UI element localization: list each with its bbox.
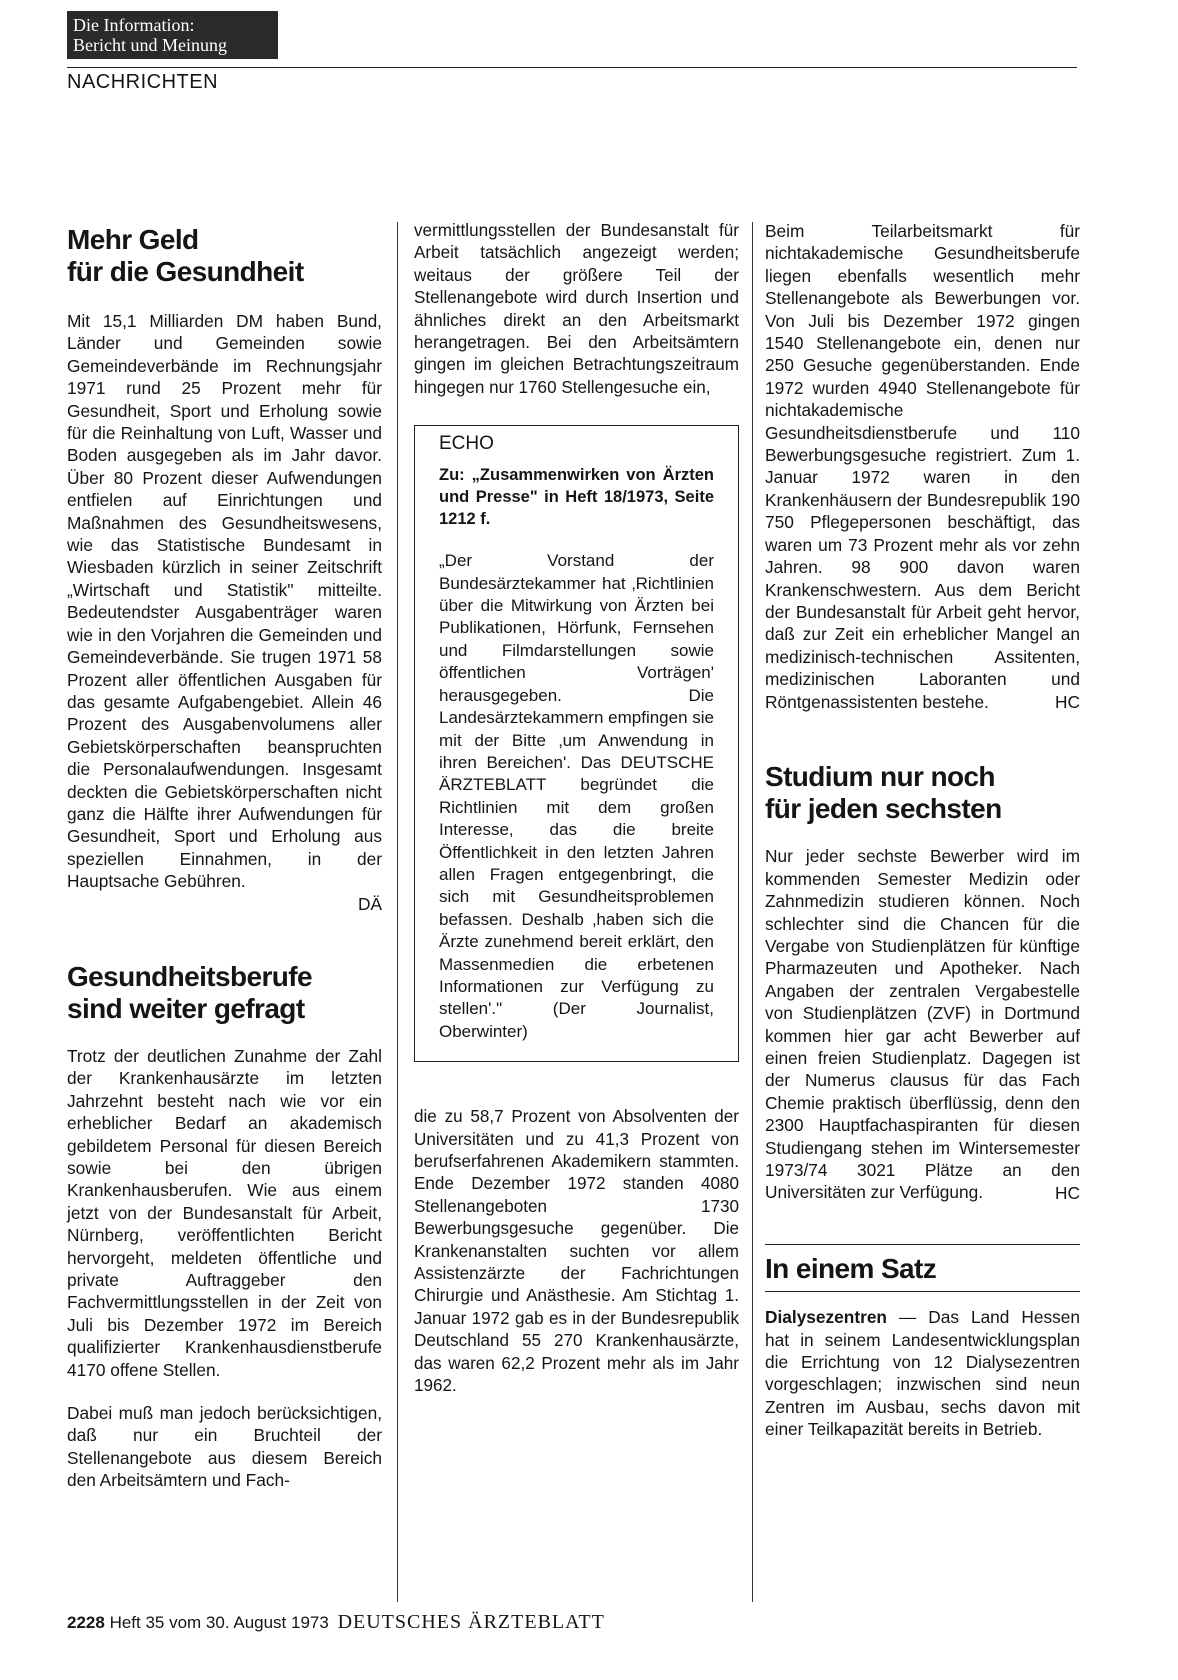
article-body [67, 1402, 382, 1492]
column-2 [414, 220, 739, 1397]
issue-info: Heft 35 vom 30. August 1973 [109, 1613, 329, 1632]
column-divider-2 [752, 222, 753, 1602]
article-body [67, 1045, 382, 1381]
article-body [414, 220, 739, 399]
headline-line: Mehr Geld [67, 224, 199, 255]
article-body [414, 1106, 739, 1397]
headline-line: für die Gesundheit [67, 256, 304, 287]
rubric-line-1: Die Information: [73, 15, 195, 35]
author-signature: HC [1055, 691, 1080, 712]
echo-box [414, 425, 739, 1062]
echo-reference: Zu: „Zusammenwirken von Ärzten und Presse" in Heft 18/1973, Seite 1212 f. [439, 466, 714, 529]
headline-line: In einem Satz [765, 1253, 937, 1285]
journal-name: DEUTSCHES ÄRZTEBLATT [337, 1611, 605, 1633]
column-1 [67, 222, 382, 1492]
headline-line: Studium nur noch [765, 761, 995, 793]
article-text: vermittlungsstellen der Bundesanstalt für Arbeit tatsächlich angezeigt werden; weitaus der größere Teil der Stellenangebote wird durch Insertion und ähnliches direkt an den Arbeitsmarkt herangetragen. Bei den Arbeitsämtern gingen im gleichen Betrachtungszeitraum hingegen nur 1760 Stellengesuche ein, [414, 221, 739, 397]
headline-line: sind weiter gefragt [67, 992, 305, 1024]
article-text: die zu 58,7 Prozent von Absolventen der Universitäten und zu 41,3 Prozent von berufserfahrenen Akademikern stammten. Ende Dezember 1972 standen 4080 Stellenangeboten 1730 Bewerbungsgesuche gegenüber. Die Krankenanstalten suchten vor allem Assistenzärzte der Fachrichtungen Chirurgie und Anästhesie. Am Stichtag 1. Januar 1972 gab es in der Bundesrepublik Deutschland 55 270 Krankenhausärzte, das waren 62,2 Prozent mehr als im Jahr 1962. [414, 1107, 739, 1396]
author-signature: HC [1055, 1182, 1080, 1203]
headline-studium [765, 761, 1080, 825]
echo-quote: „Der Vorstand der Bundesärztekammer hat ‚Richtlinien über die Mitwirkung von Ärzten bei Publikationen, Hörfunk, Fernsehen und Filmdarstellungen sowie öffentlichen Vorträgen' herausgegeben. Die Landesärztekammern empfingen sie mit der Bitte ‚um Anwendung in ihren Bereichen'. Das DEUTSCHE ÄRZTEBLATT begründet die Richtlinien mit dem großen Interesse, das die breite Öffentlichkeit in den letzten Jahren allen Fragen entgegenbringt, die sich mit Gesundheitsproblemen befassen. Deshalb ‚haben sich die Ärzte zunehmend bereit erklärt, den Massenmedien die erbetenen Informationen zur Verfügung zu stellen'." (Der Journalist, Oberwinter) [439, 551, 714, 1041]
headline-line: für jeden sechsten [765, 793, 1002, 825]
echo-title: ECHO [439, 433, 494, 455]
article-text: Dabei muß man jedoch berücksichtigen, daß nur ein Bruchteil der Stellenangebote aus diesem Bereich den Arbeitsämtern und Fach- [67, 1403, 382, 1491]
article-body [765, 845, 1080, 1204]
page-footer [67, 1611, 605, 1634]
article-text: Nur jeder sechste Bewerber wird im kommenden Semester Medizin oder Zahnmedizin studieren können. Noch schlechter sind die Chancen für die Vergabe von Studienplätzen für künftige Pharmazeuten und Apotheker. Nach Angaben der zentralen Vergabestelle von Studienplätzen (ZVF) in Dortmund kommen hier gar acht Bewerber auf einen freien Studienplatz. Dagegen ist der Numerus clausus für das Fach Chemie praktisch überflüssig, denn den 2300 Hauptfachaspiranten für diesen Studiengang stehen im Wintersemester 1973/74 3021 Plätze an den Universitäten zur Verfügung. [765, 846, 1080, 1203]
column-divider-1 [397, 222, 398, 1602]
headline-line: Gesundheitsberufe [67, 960, 312, 992]
article-text: Mit 15,1 Milliarden DM haben Bund, Länder und Gemeinden sowie Gemeindeverbände im Rechnungsjahr 1971 rund 25 Prozent mehr für Gesundheit, Sport und Erholung sowie für die Reinhaltung von Luft, Wasser und Boden ausgegeben als im Jahr davor. Über 80 Prozent dieser Aufwendungen entfielen auf Einrichtungen und Maßnahmen des Gesundheitswesens, wie das Statistische Bundesamt in Wiesbaden kürzlich in seiner Zeitschrift „Wirtschaft und Statistik" mitteilte. Bedeutendster Ausgabenträger waren wie in den Vorjahren die Gemeinden und Gemeindeverbände. Sie trugen 1971 58 Prozent aller öffentlichen Ausgaben für das gesamte Aufgabengebiet. Allein 46 Prozent des Ausgabenvolumens aller Gebietskörperschaften beanspruchten die Personalaufwendungen. Insgesamt deckten die Gebietskörperschaften nicht ganz die Hälfte ihrer Aufwendungen für Gesundheit, Sport und Erholung aus speziellen Einnahmen, in der Hauptsache Gebühren. [67, 311, 382, 892]
page-number: 2228 [67, 1613, 105, 1632]
brief-item [765, 1306, 1080, 1440]
headline-mehr-geld [67, 224, 382, 288]
article-body [765, 220, 1080, 713]
headline-in-einem-satz [765, 1253, 1080, 1285]
article-text: Beim Teilarbeitsmarkt für nichtakademische Gesundheitsberufe liegen ebenfalls wesentlich mehr Stellenangebote als Bewerbungen vor. Von Juli bis Dezember 1972 gingen 1540 Stellenangebote ein, denen nur 250 Gesuche gegenüberstanden. Ende 1972 wurden 4940 Stellenangebote für nichtakademische Gesundheitsdienstberufe und 110 Bewerbungsgesuche registriert. Zum 1. Januar 1972 waren in den Krankenhäusern der Bundesrepublik 190 750 Pflegepersonen beschäftigt, das waren um 73 Prozent mehr als vor zehn Jahren. 98 900 davon waren Krankenschwestern. Aus dem Bericht der Bundesanstalt für Arbeit geht hervor, daß zur Zeit ein erheblicher Mangel an medizinisch-technischen Assitenten, medizinischen Laboranten und Röntgenassistenten bestehe. [765, 221, 1080, 712]
rubric-badge [67, 11, 278, 59]
headline-gesundheitsberufe [67, 961, 382, 1025]
section-rule [765, 1291, 1080, 1292]
rubric-line-2: Bericht und Meinung [73, 35, 227, 55]
brief-lead: Dialysezentren [765, 1307, 887, 1328]
author-signature: DÄ [357, 893, 382, 914]
brief-text: — Das Land Hessen hat in seinem Landesentwicklungsplan die Errichtung von 12 Dialysezentren vorgeschlagen; inzwischen sind neun Zentren im Ausbau, sechs davon mit einer Teilkapazität bereits in Betrieb. [765, 1307, 1080, 1440]
article-body [67, 310, 382, 915]
header-rule [67, 67, 1077, 68]
article-text: Trotz der deutlichen Zunahme der Zahl der Krankenhausärzte im letzten Jahrzehnt besteht nach wie vor ein erheblicher Bedarf an akademisch gebildetem Personal für diesen Bereich sowie bei den übrigen Krankenhausberufen. Wie aus einem jetzt von der Bundesanstalt für Arbeit, Nürnberg, veröffentlichten Bericht hervorgeht, meldeten öffentliche und private Auftraggeber den Fachvermittlungsstellen in der Zeit von Juli bis Dezember 1972 im Bereich qualifizierter Krankenhausdienstberufe 4170 offene Stellen. [67, 1045, 382, 1380]
section-rule [765, 1244, 1080, 1245]
section-label: NACHRICHTEN [67, 71, 219, 93]
column-3 [765, 220, 1080, 1441]
